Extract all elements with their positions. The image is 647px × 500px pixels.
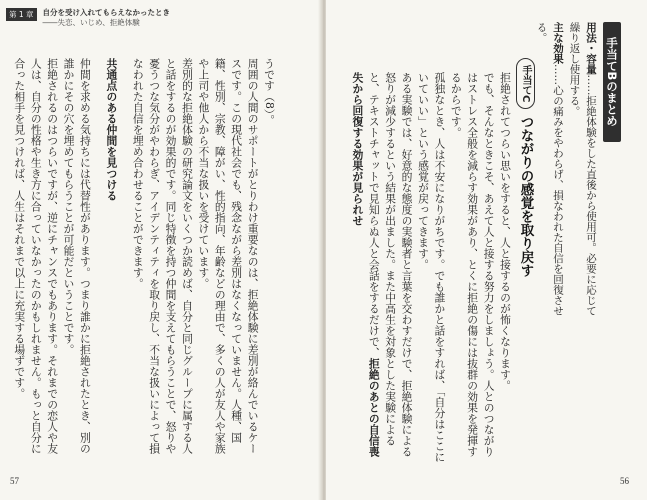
chapter-title: 自分を受け入れてもらえなかったとき [42,8,171,17]
paragraph: 孤独なとき、人は不安になりがちです。でも誰かと話をすれば、「自分はここにいていい」という感覚が戻ってきます。 [416,72,447,463]
section-heading: 共通点のある仲間を見つける [105,58,119,201]
summary-term: 用法・容量 [585,22,597,75]
summary-text [533,22,599,322]
paragraph [349,72,415,464]
left-body-text [11,58,277,464]
technique-badge: 手当てC [516,58,535,109]
paragraph: 差別的な拒絶体験の研究論文をいくつか読めば、自分と同じグループに属する人と話をするのが効果的です。同じ特徴を持つ仲間を支えてもらうことで、怒りや憂うつな気分がやわらぎ、アイデンティティを取り戻し、不当な扱いによって損なわれた自信を埋め合わせることができます。 [131,58,194,454]
paragraph: 拒絶されてつらい思いをすると、人と接するのが怖くなります。 [499,72,512,391]
technique-heading [516,58,535,288]
chapter-title-block [43,8,171,28]
right-body-text [349,72,513,464]
chapter-subtitle: ――失恋、いじめ、拒絶体験 [42,17,140,27]
summary-term: 主な効果 [552,22,564,64]
technique-title: つながりの感覚を取り戻す [517,115,534,278]
page-number-left: 57 [10,476,19,486]
paragraph: 周囲の人間のサポートがとりわけ重要なのは、拒絶体験に差別が絡んでいるケースです。この現代社会でも、残念ながら差別はなくなっていません。人種、国籍、性別、宗教、障がい、性的指向、年齢などの理由で、多くの人が友人や家族や上司や他人から不当な扱いを受けています。 [197,58,260,454]
chapter-label: 第 1 章 [6,8,37,21]
running-header [6,8,170,48]
paragraph: でも、そんなときこそ、あえて人と接する努力をしましょう。人とのつながりはストレス全般を減らす効果があり、とくに拒絶の傷には抜群の効果を発揮するからです。 [449,72,496,457]
paragraph: 拒絶されるのはつらいですが、逆にチャンスでもあります。それまでの恋人や友人は、自分の性格や生き方に合っていなかったのかもしれません。もっと自分に合った相手を見つければ、人生はそれまで以上に充実する場ずです。 [13,58,60,454]
paragraph: うです（8）。 [263,58,276,126]
summary-label: 手当てBのまとめ [603,22,621,142]
summary-line [566,22,599,322]
bold-emphasis: 拒絶のあとの自信喪失から回復する効果が見られせ [351,72,381,457]
paragraph: 仲間を求める気持ちには代替性があります。つまり誰かに拒絶されたとき、別の誰かにその穴を埋めてもらうことが可能だということです。 [62,58,92,454]
summary-box [535,22,621,316]
left-page [0,0,322,500]
paragraph-text: ある実験では、好意的な態度の実験者と言葉を交わすだけで、拒絶体験による怒りが減少するという結果が出ました。また中高生を対象とした実験によると、テキストチャットで見知らぬ人と会話をするだけで、 [367,72,414,457]
summary-desc: ……拒絶体験をした直後から使用可。必要に応じて繰り返し使用する。 [568,22,597,316]
summary-desc: ……心の痛みをやわらげ、損なわれた自信を回復させる。 [535,22,564,316]
summary-line [533,22,566,322]
page-number-right: 56 [620,476,629,486]
